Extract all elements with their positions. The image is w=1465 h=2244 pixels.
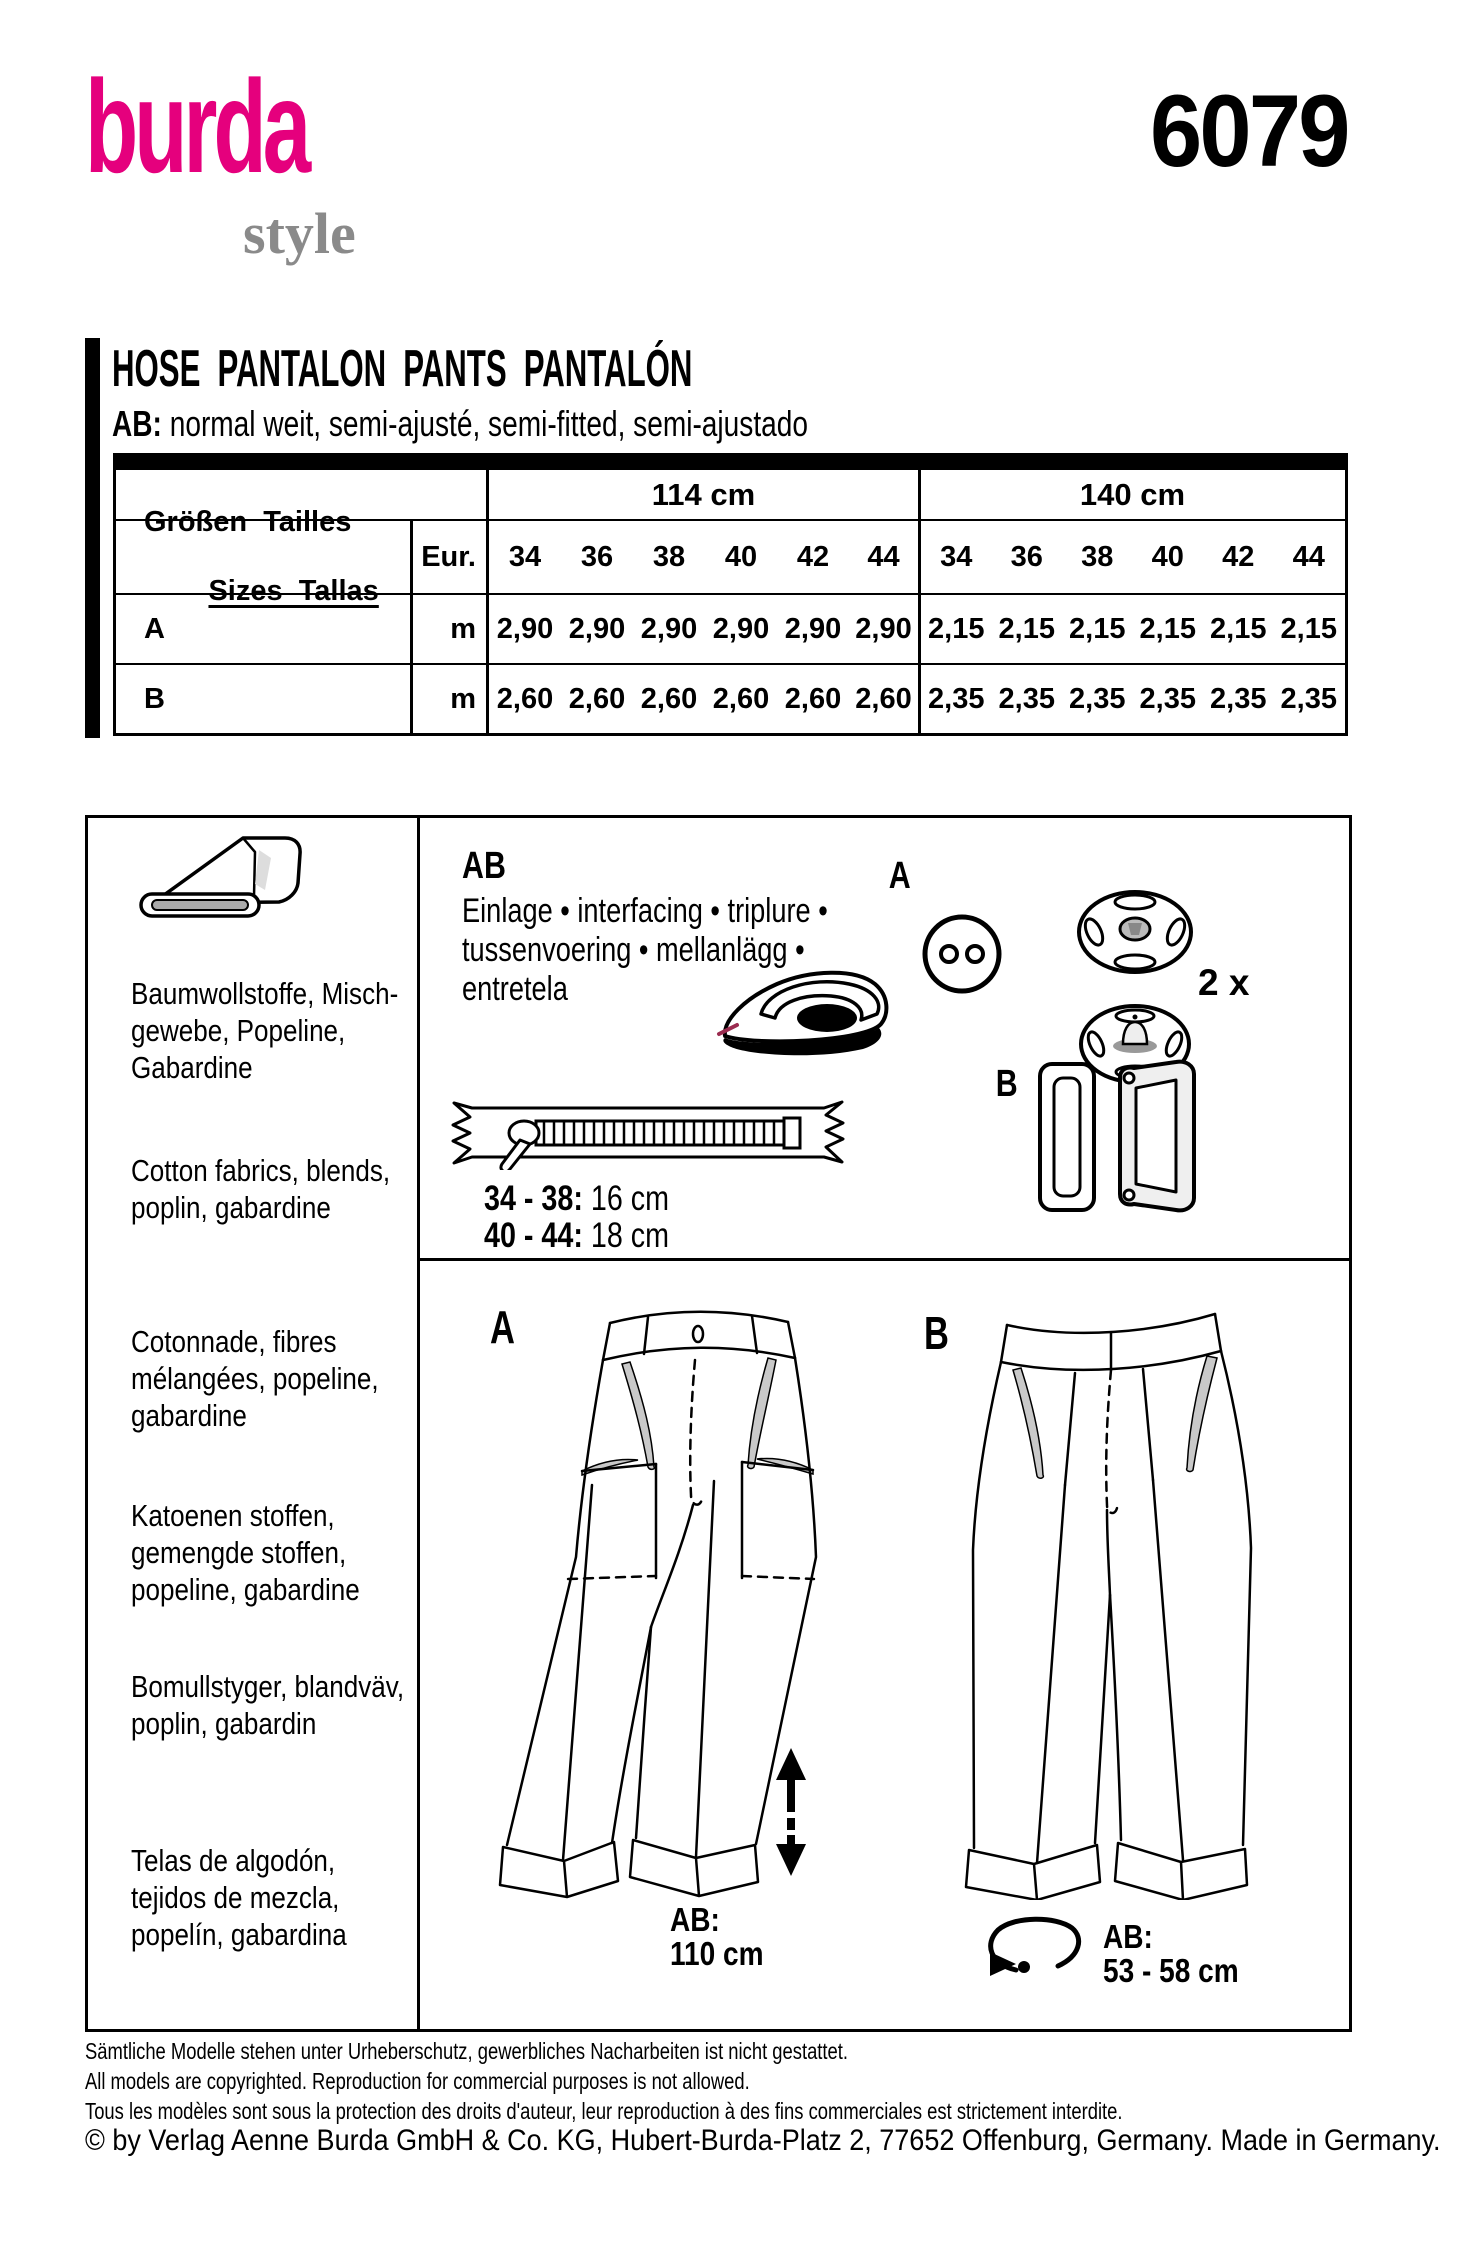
fit-views-label: AB: — [112, 403, 162, 444]
box-horizontal-divider — [417, 1258, 1352, 1261]
size-cell: 34 — [508, 540, 542, 573]
iron-icon — [715, 950, 895, 1080]
table-top-bar — [116, 456, 1345, 470]
garment-title: HOSE PANTALON PANTS PANTALÓN — [112, 340, 693, 398]
yardage-cell: 2,60 — [568, 682, 626, 715]
drawing-a-label: A — [490, 1301, 515, 1353]
yardage-cell: 2,15 — [1139, 612, 1196, 645]
yardage-cell: 2,35 — [1069, 682, 1126, 715]
yardage-cell: 2,90 — [496, 612, 554, 645]
fabric-text-nl: Katoenen stoffen, gemengde stoffen, popeline, gabardine — [131, 1498, 360, 1607]
burda-logo-style: style — [243, 201, 356, 266]
fabric-bolt-icon — [135, 828, 335, 933]
yardage-cell: 2,15 — [998, 612, 1055, 645]
notions-view-b-label: B — [995, 1063, 1018, 1105]
size-cell: 40 — [1151, 540, 1184, 573]
yardage-cell: 2,35 — [998, 682, 1055, 715]
yardage-cell: 2,90 — [849, 595, 921, 663]
size-cell: 36 — [1010, 540, 1043, 573]
yardage-cell: 2,15 — [1069, 612, 1126, 645]
yardage-cell: 2,60 — [784, 682, 842, 715]
yardage-row-b — [116, 663, 1345, 733]
yardage-row-a — [116, 593, 1345, 663]
yardage-cell: 2,60 — [849, 665, 921, 733]
yardage-cell: 2,90 — [784, 612, 842, 645]
burda-logo: burda — [85, 53, 308, 200]
pants-a-drawing — [470, 1295, 820, 1900]
view-b-row-label: B — [116, 665, 413, 733]
notions-view-a-label: A — [888, 855, 911, 897]
box-vertical-divider — [417, 815, 420, 2032]
copyright-line-en: All models are copyrighted. Reproduction for commercial purposes is not allowed. — [85, 2068, 750, 2094]
fabric-text-fr: Cotonnade, fibres mélangées, popeline, gabardine — [131, 1324, 379, 1433]
notions-ab-label: AB — [462, 845, 506, 887]
waist-measurement: AB: 53 - 58 cm — [1103, 1918, 1239, 1989]
drawing-b-label: B — [924, 1307, 949, 1359]
size-cell: 38 — [1081, 540, 1114, 573]
size-cell: 42 — [796, 540, 830, 573]
yardage-cell: 2,60 — [496, 682, 554, 715]
yardage-cell: 2,15 — [928, 612, 985, 645]
yardage-table — [113, 453, 1348, 736]
size-cell: 40 — [724, 540, 758, 573]
snap-quantity: 2 x — [1198, 962, 1250, 1003]
yardage-cell: 2,35 — [928, 682, 985, 715]
title-accent-bar — [85, 338, 100, 738]
zipper-icon — [440, 1096, 854, 1170]
sizes-label-de-fr: Größen Tailles — [144, 505, 352, 538]
yardage-cell: 2,90 — [640, 612, 698, 645]
size-cell: 44 — [849, 521, 921, 593]
yardage-cell: 2,35 — [1139, 682, 1196, 715]
copyright-line-de: Sämtliche Modelle stehen unter Urheberschutz, gewerbliches Nacharbeiten ist nicht gestattet. — [85, 2038, 848, 2064]
fabric-text-es: Telas de algodón, tejidos de mezcla, popelín, gabardina — [131, 1843, 347, 1952]
fabric-text-de: Baumwollstoffe, Misch- gewebe, Popeline, Gabardine — [131, 976, 399, 1085]
yardage-cell: 2,35 — [1210, 682, 1267, 715]
size-cell: 42 — [1222, 540, 1255, 573]
header-width-114: 114 cm — [489, 470, 921, 519]
eur-label-cell: Eur. — [413, 521, 489, 593]
fabric-text-sv: Bomullstyger, blandväv, poplin, gabardin — [131, 1669, 405, 1741]
yardage-cell: 2,90 — [712, 612, 770, 645]
sizes-label-en-es: Sizes Tallas — [208, 575, 379, 608]
yardage-cell: 2,35 — [1280, 682, 1337, 715]
fit-text: normal weit, semi-ajusté, semi-fitted, semi-ajustado — [161, 403, 808, 444]
header-width-140: 140 cm — [1079, 476, 1186, 512]
waistband-hook-icon — [1036, 1058, 1198, 1216]
zipper-length-text: 34 - 38: 16 cm 40 - 44: 18 cm — [484, 1179, 670, 1255]
length-arrow-icon — [770, 1748, 812, 1876]
sizes-row — [116, 505, 1345, 608]
yardage-cell: 2,60 — [712, 682, 770, 715]
sizes-label-cell — [116, 505, 413, 608]
waist-loop-icon — [980, 1916, 1082, 1978]
pattern-number: 6079 — [1150, 74, 1348, 188]
copyright-line-fr: Tous les modèles sont sous la protection des droits d'auteur, leur reproduction à des fins commerciales est strictement interdite. — [85, 2098, 1123, 2124]
size-cell: 36 — [580, 540, 614, 573]
yardage-cell: 2,90 — [568, 612, 626, 645]
view-a-row-label: A — [116, 595, 413, 663]
size-cell: 44 — [1292, 540, 1325, 573]
pants-b-drawing — [925, 1300, 1255, 1900]
yardage-cell: 2,15 — [1280, 612, 1337, 645]
button-icon — [920, 912, 1004, 996]
yardage-cell: 2,15 — [1210, 612, 1267, 645]
fabric-text-en: Cotton fabrics, blends, poplin, gabardine — [131, 1153, 391, 1225]
unit-cell: m — [413, 595, 489, 663]
size-cell: 38 — [652, 540, 686, 573]
yardage-cell: 2,60 — [640, 682, 698, 715]
interfacing-text: Einlage • interfacing • triplure • tussenvoering • mellanlägg • entretela — [462, 892, 828, 1008]
fit-description — [112, 404, 808, 444]
publisher-copyright-line: © by Verlag Aenne Burda GmbH & Co. KG, Hubert-Burda-Platz 2, 77652 Offenburg, Germany. Made in Germany. — [85, 2124, 1441, 2157]
length-measurement: AB: 110 cm — [670, 1901, 764, 1972]
size-cell: 34 — [940, 540, 973, 573]
unit-cell: m — [413, 665, 489, 733]
